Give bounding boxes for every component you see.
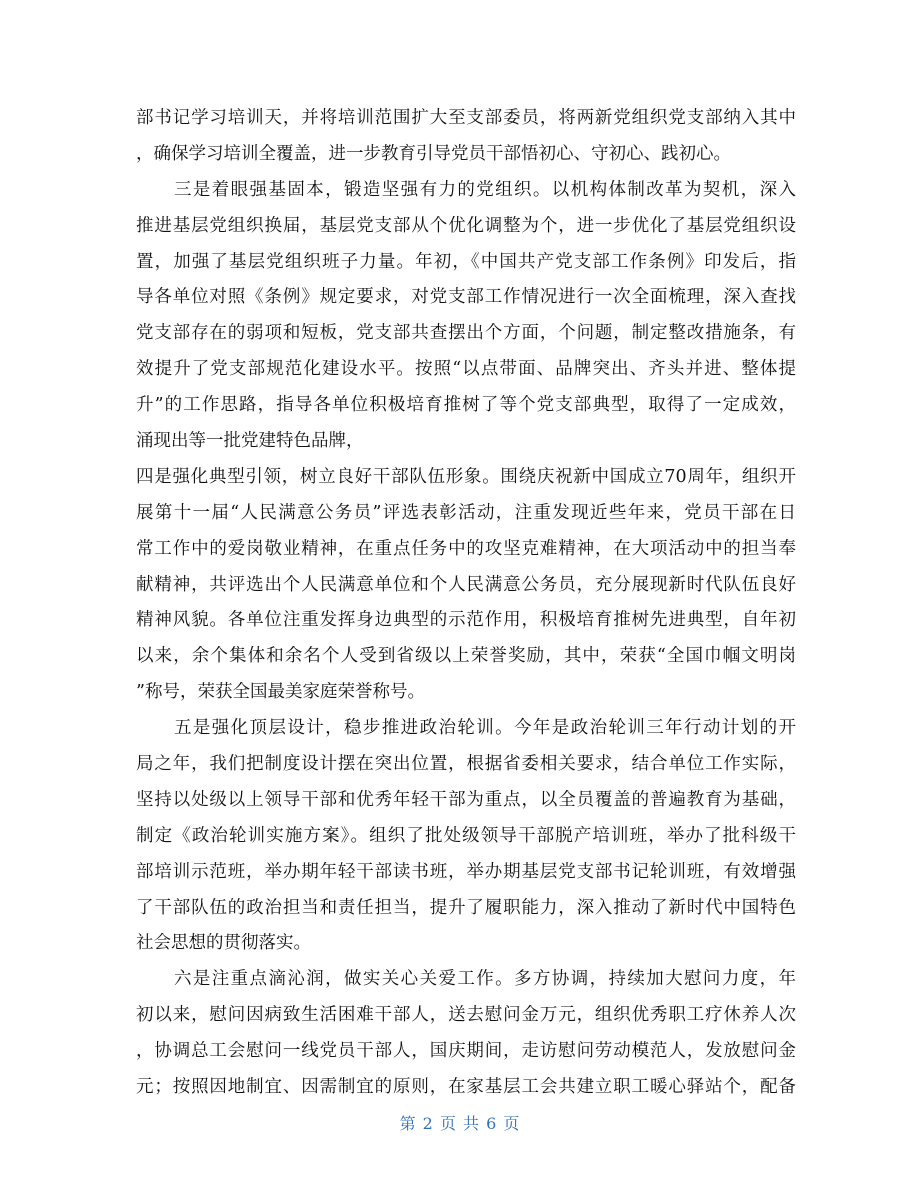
body-line: 导各单位对照《条例》规定要求，对党支部工作情况进行一次全面梳理，深入查找 bbox=[136, 287, 796, 307]
body-line: 效提升了党支部规范化建设水平。按照“以点带面、品牌突出、齐头并进、整体提 bbox=[136, 359, 796, 379]
body-line: 党支部存在的弱项和短板，党支部共查摆出个方面，个问题，制定整改措施条，有 bbox=[136, 323, 796, 343]
body-line: 精神风貌。各单位注重发挥身边典型的示范作用，积极培育推树先进典型，自年初 bbox=[136, 610, 796, 630]
paragraph-start-line: 六是注重点滴沁润，做实关心关爱工作。多方协调，持续加大慰问力度，年 bbox=[174, 969, 796, 989]
body-line: 以来，余个集体和余名个人受到省级以上荣誉奖励，其中，荣获“全国巾帼文明岗 bbox=[136, 646, 796, 666]
body-line: 局之年，我们把制度设计摆在突出位置，根据省委相关要求，结合单位工作实际， bbox=[136, 754, 796, 774]
paragraph-start-line: 五是强化顶层设计，稳步推进政治轮训。今年是政治轮训三年行动计划的开 bbox=[174, 718, 796, 738]
body-line: 元；按照因地制宜、因需制宜的原则，在家基层工会共建立职工暖心驿站个，配备 bbox=[136, 1077, 796, 1097]
paragraph-start-line: 四是强化典型引领，树立良好干部队伍形象。围绕庆祝新中国成立70周年，组织开 bbox=[136, 467, 796, 487]
body-line: 推进基层党组织换届，基层党支部从个优化调整为个，进一步优化了基层党组织设 bbox=[136, 216, 796, 236]
body-line: 涌现出等一批党建特色品牌， bbox=[136, 431, 364, 451]
body-line: 献精神，共评选出个人民满意单位和个人民满意公务员，充分展现新时代队伍良好 bbox=[136, 575, 796, 595]
body-line: 制定《政治轮训实施方案》。组织了批处级领导干部脱产培训班，举办了批科级干 bbox=[136, 826, 796, 846]
body-line: 了干部队伍的政治担当和责任担当，提升了履职能力，深入推动了新时代中国特色 bbox=[136, 898, 796, 918]
body-line: 常工作中的爱岗敬业精神，在重点任务中的攻坚克难精神，在大项活动中的担当奉 bbox=[136, 539, 796, 559]
body-line: 置，加强了基层党组织班子力量。年初，《中国共产党支部工作条例》印发后，指 bbox=[136, 252, 796, 272]
body-line: 坚持以处级以上领导干部和优秀年轻干部为重点，以全员覆盖的普遍教育为基础， bbox=[136, 790, 796, 810]
body-line: ，协调总工会慰问一线党员干部人，国庆期间，走访慰问劳动模范人，发放慰问金 bbox=[136, 1041, 796, 1061]
body-line: 部培训示范班，举办期年轻干部读书班，举办期基层党支部书记轮训班，有效增强 bbox=[136, 862, 796, 882]
body-line: ，确保学习培训全覆盖，进一步教育引导党员干部悟初心、守初心、践初心。 bbox=[136, 144, 731, 164]
body-line: 初以来，慰问因病致生活困难干部人，送去慰问金万元，组织优秀职工疗休养人次 bbox=[136, 1005, 796, 1025]
page-number-footer: 第 2 页 共 6 页 bbox=[399, 1114, 521, 1133]
body-line: ”称号，荣获全国最美家庭荣誉称号。 bbox=[136, 682, 425, 702]
paragraph-start-line: 三是着眼强基固本，锻造坚强有力的党组织。以机构体制改革为契机，深入 bbox=[174, 180, 796, 200]
body-line: 部书记学习培训天，并将培训范围扩大至支部委员，将两新党组织党支部纳入其中 bbox=[136, 108, 796, 128]
body-line: 社会思想的贯彻落实。 bbox=[136, 933, 311, 953]
body-line: 展第十一届“人民满意公务员”评选表彰活动，注重发现近些年来，党员干部在日 bbox=[136, 503, 796, 523]
body-line: 升”的工作思路，指导各单位积极培育推树了等个党支部典型，取得了一定成效， bbox=[136, 395, 796, 415]
